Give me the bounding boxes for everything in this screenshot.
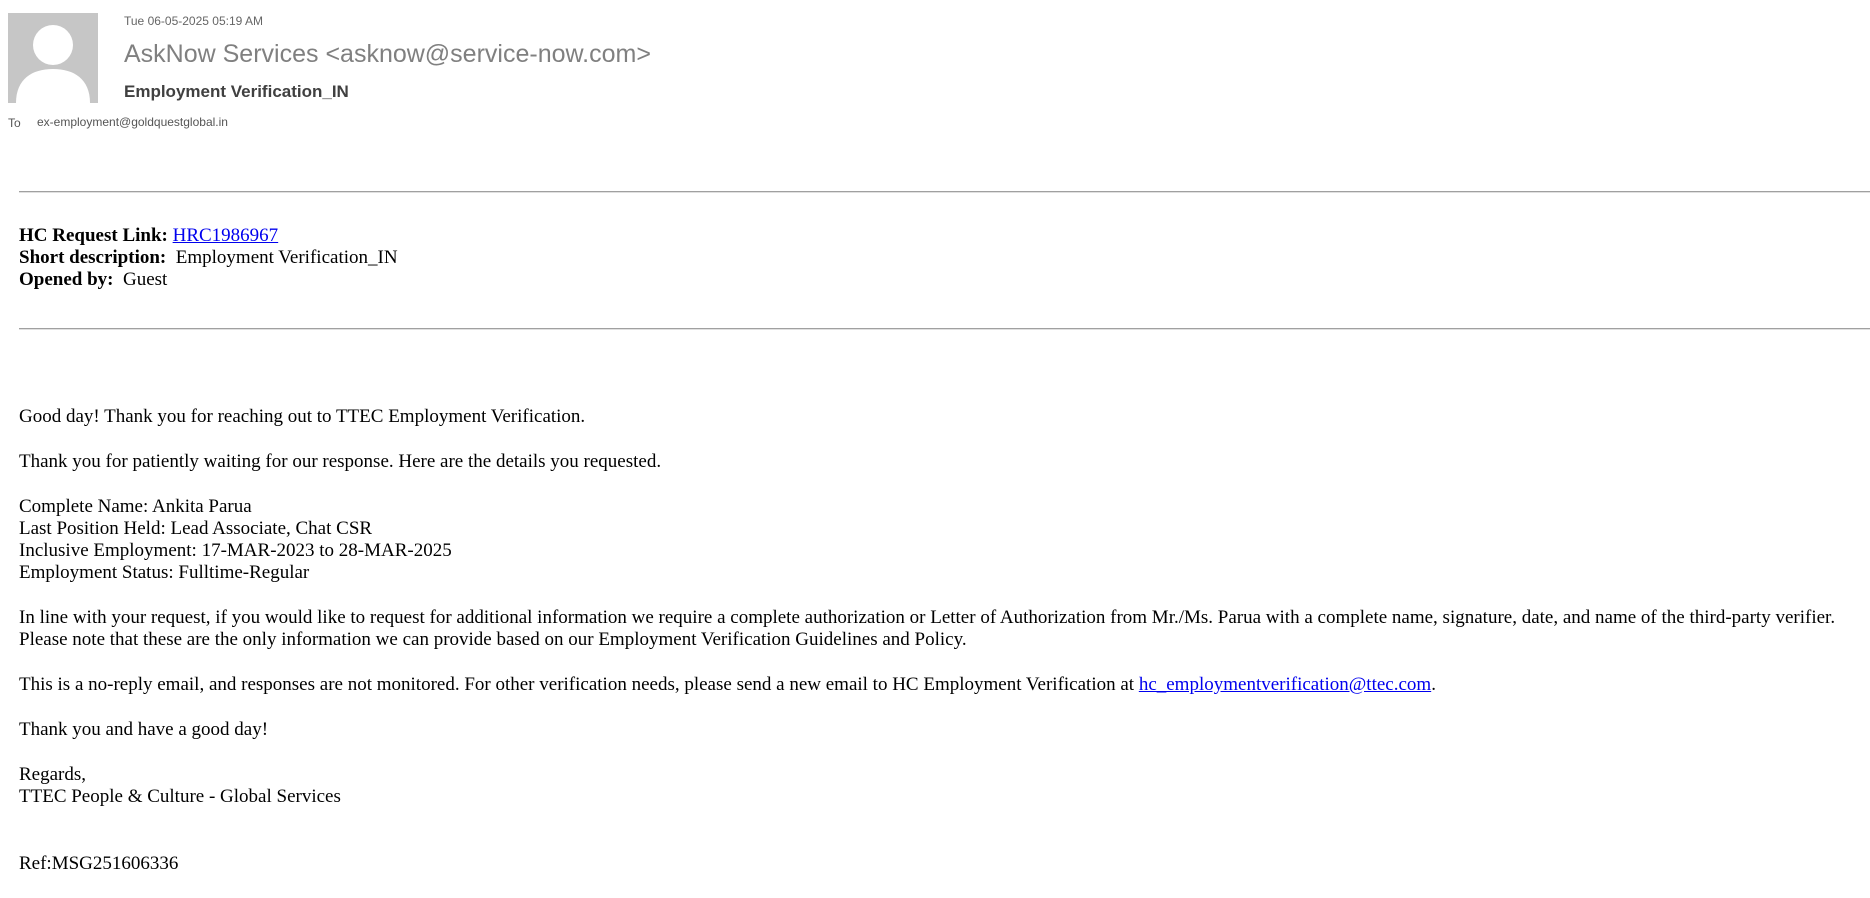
recipient-address[interactable]: ex-employment@goldquestglobal.in xyxy=(37,115,228,129)
request-link[interactable]: HRC1986967 xyxy=(172,225,279,246)
signature-block xyxy=(19,764,1859,808)
divider-bottom xyxy=(19,328,1870,330)
regards-text: Regards, xyxy=(19,764,87,785)
opened-by-value: Guest xyxy=(123,269,168,290)
divider-top xyxy=(19,191,1870,193)
detail-line: Inclusive Employment: 17-MAR-2023 to 28-MAR-2025 xyxy=(19,540,452,561)
to-label: To xyxy=(8,116,21,130)
opened-by-label: Opened by: xyxy=(19,269,114,290)
request-link-label: HC Request Link: xyxy=(19,225,168,246)
detail-line: Last Position Held: Lead Associate, Chat CSR xyxy=(19,518,373,539)
email-header xyxy=(0,0,1870,140)
employment-details xyxy=(19,496,1859,584)
short-description-value: Employment Verification_IN xyxy=(175,247,398,268)
closing-text: Thank you and have a good day! xyxy=(19,719,269,740)
sent-date: Tue 06-05-2025 05:19 AM xyxy=(124,14,263,28)
short-description-label: Short description: xyxy=(19,247,167,268)
person-silhouette-icon xyxy=(8,13,98,103)
detail-line: Employment Status: Fulltime-Regular xyxy=(19,562,310,583)
sender-avatar-icon[interactable] xyxy=(8,13,98,103)
request-link-row xyxy=(19,225,398,247)
request-details xyxy=(19,225,398,291)
authorization-text: In line with your request, if you would like to request for additional information we require a complete authorization or Letter of Authorization from Mr./Ms. Parua with a complete name, signature, date, and name of the third-party verifier. Please note that these are the only information we can provide based on our Employment Verification Guidelines and Policy. xyxy=(19,607,1836,650)
noreply-paragraph xyxy=(19,674,1859,696)
noreply-text: This is a no-reply email, and responses are not monitored. For other verification needs, please send a new email to HC Employment Verification at xyxy=(19,674,1139,695)
verification-email-link[interactable]: hc_employmentverification@ttec.com xyxy=(1138,674,1432,695)
short-description-row xyxy=(19,247,398,269)
detail-line: Complete Name: Ankita Parua xyxy=(19,496,252,517)
reference-number: Ref:MSG251606336 xyxy=(19,853,179,874)
noreply-suffix: . xyxy=(1431,674,1436,695)
opened-by-row xyxy=(19,269,398,291)
email-body xyxy=(19,406,1859,898)
sender-name[interactable]: AskNow Services <asknow@service-now.com> xyxy=(124,40,651,68)
signature-text: TTEC People & Culture - Global Services xyxy=(19,786,341,807)
greeting-text: Good day! Thank you for reaching out to TTEC Employment Verification. xyxy=(19,406,586,427)
email-subject: Employment Verification_IN xyxy=(124,82,349,101)
waiting-text: Thank you for patiently waiting for our response. Here are the details you requested. xyxy=(19,451,662,472)
